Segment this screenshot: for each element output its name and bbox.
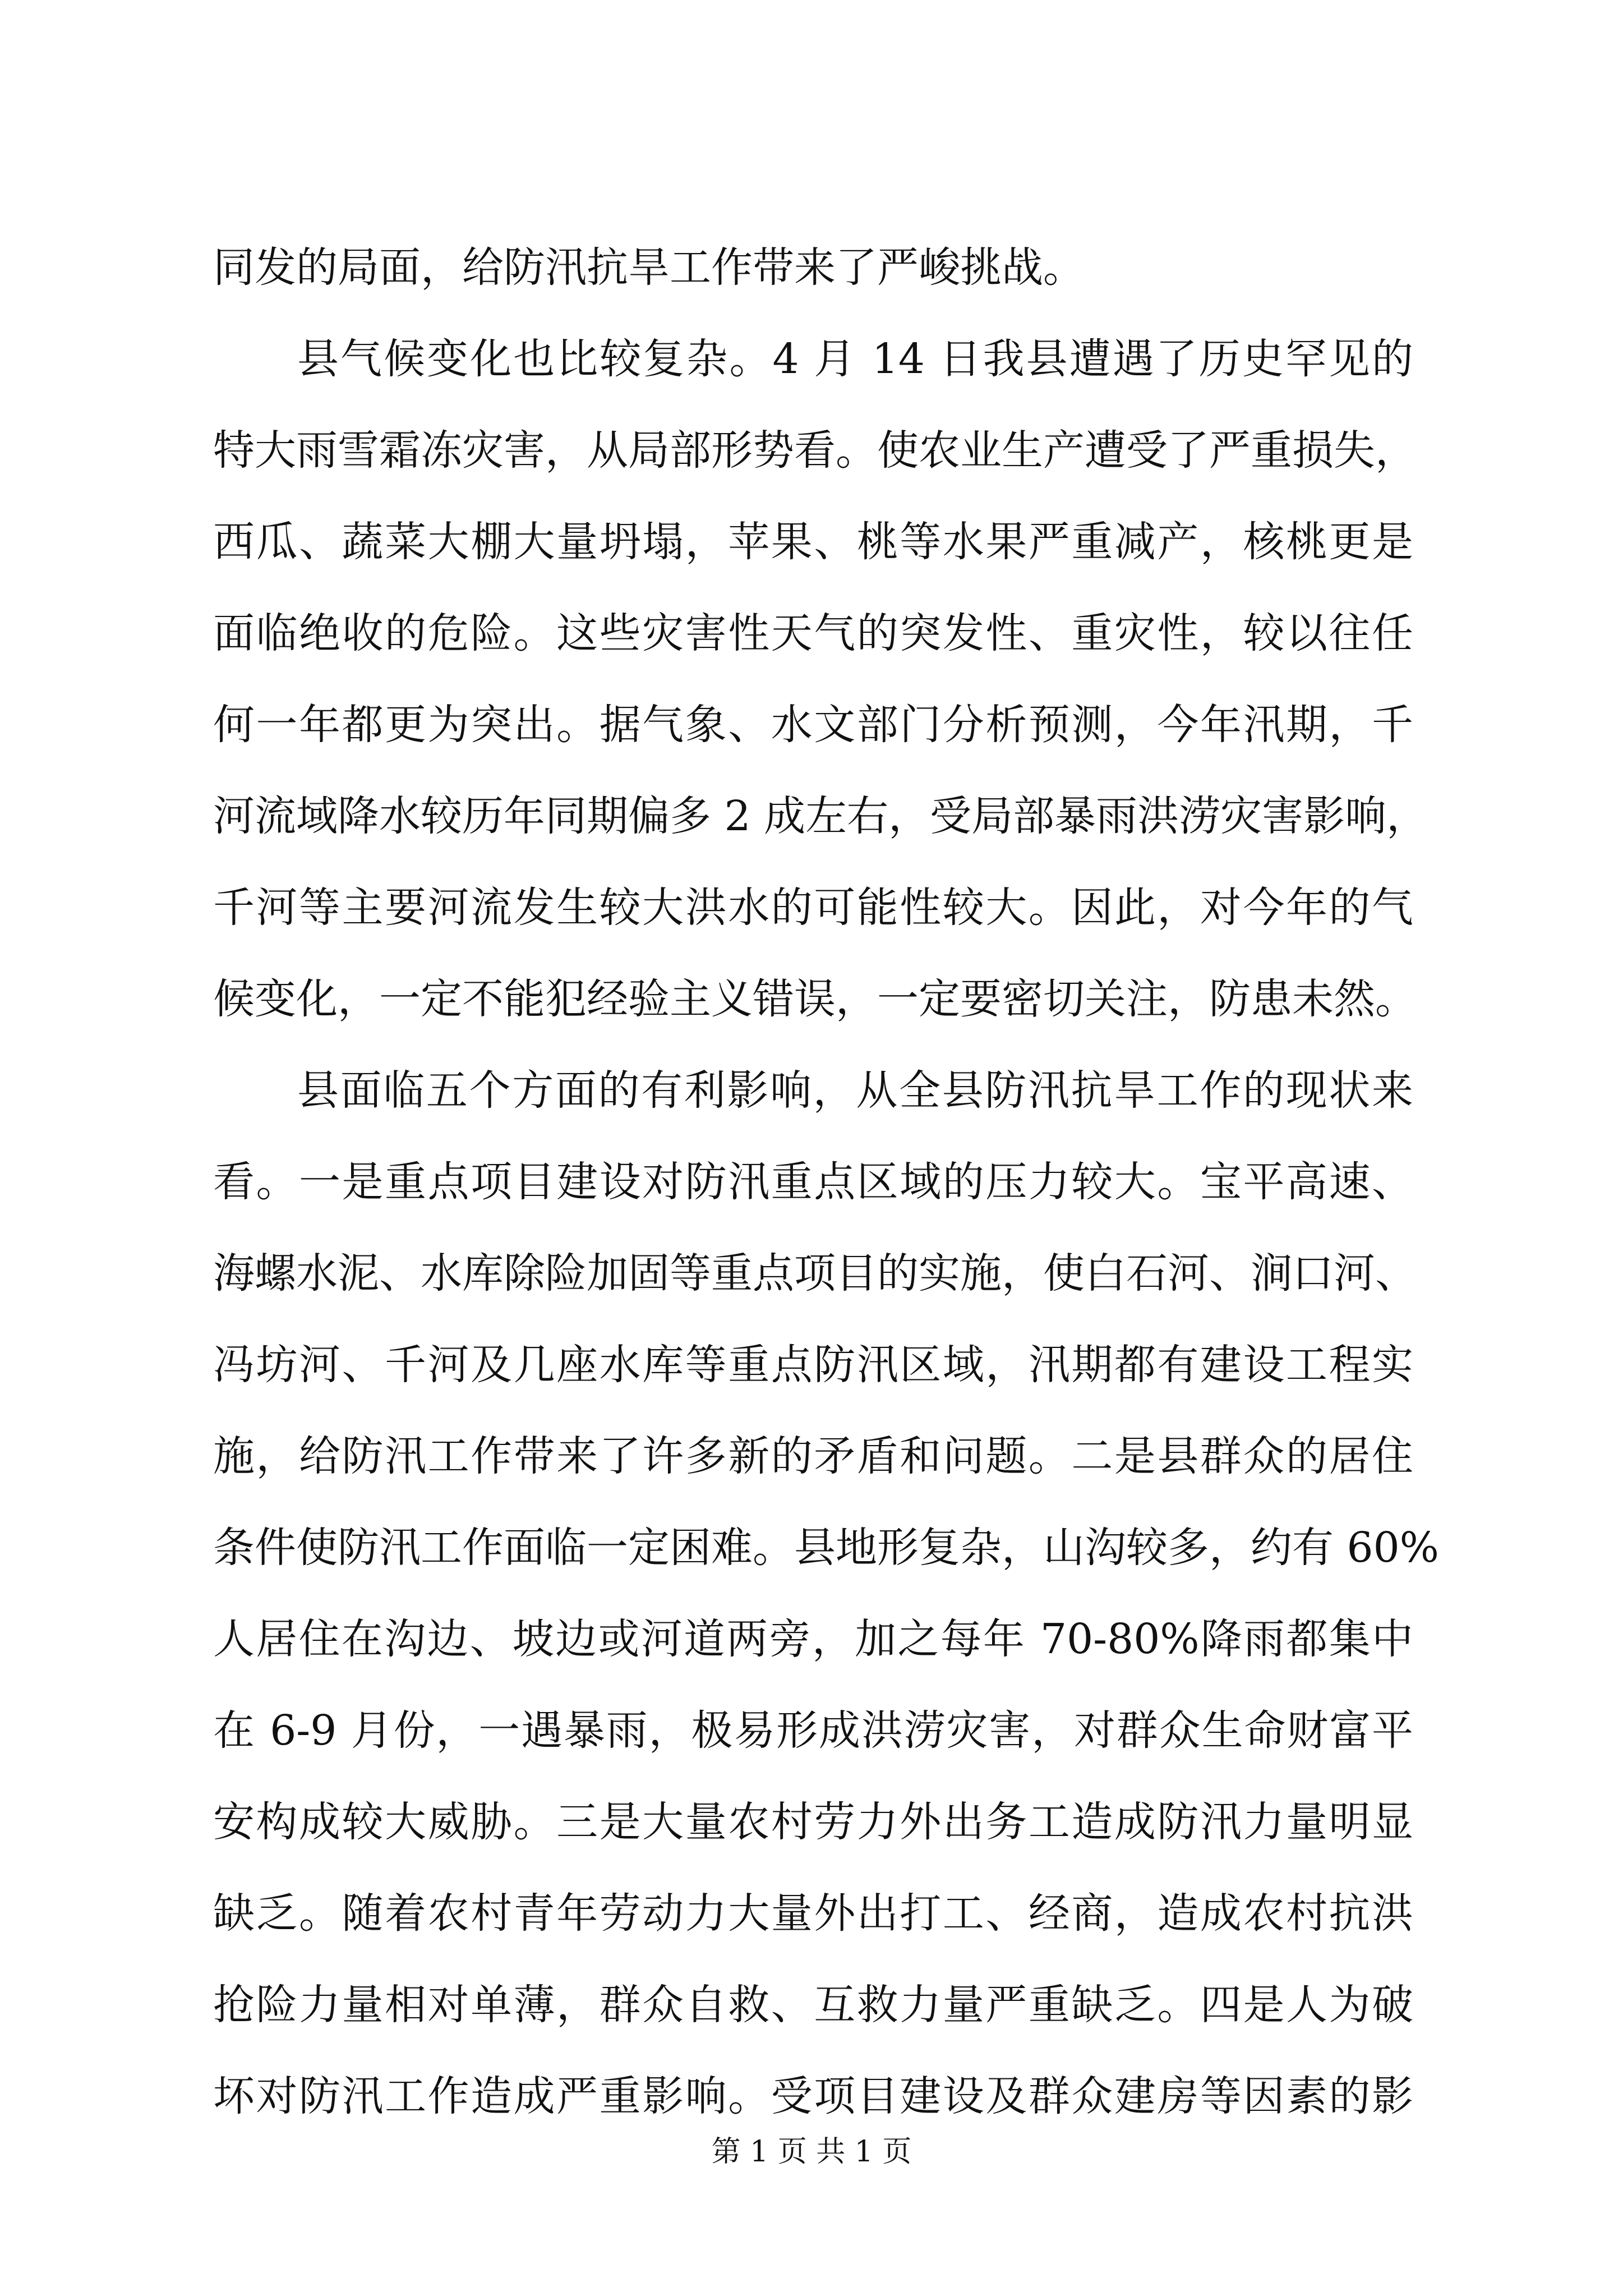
text-line: 施，给防汛工作带来了许多新的矛盾和问题。二是县群众的居住 [213,1432,1413,1480]
page-footer: 第 1 页 共 1 页 [711,2135,912,2169]
text-line: 缺乏。随着农村青年劳动力大量外出打工、经商，造成农村抗洪 [213,1889,1413,1938]
text-line: 候变化，一定不能犯经验主义错误，一定要密切关注，防患未然。 [213,975,1417,1023]
text-line: 同发的局面，给防汛抗旱工作带来了严峻挑战。 [213,243,1085,292]
text-line: 安构成较大威胁。三是大量农村劳力外出务工造成防汛力量明显 [213,1798,1413,1846]
text-line: 在 6-9 月份，一遇暴雨，极易形成洪涝灾害，对群众生命财富平 [213,1706,1413,1755]
text-line: 县气候变化也比较复杂。4 月 14 日我县遭遇了历史罕见的 [297,335,1413,383]
text-line: 抢险力量相对单薄，群众自救、互救力量严重缺乏。四是人为破 [213,1981,1413,2029]
text-line: 县面临五个方面的有利影响，从全县防汛抗旱工作的现状来 [297,1066,1413,1115]
text-line: 条件使防汛工作面临一定困难。县地形复杂，山沟较多，约有 60% [213,1524,1439,1572]
text-line: 千河等主要河流发生较大洪水的可能性较大。因此，对今年的气 [213,884,1413,932]
text-line: 海螺水泥、水库除险加固等重点项目的实施，使白石河、涧口河、 [213,1249,1417,1297]
text-line: 看。一是重点项目建设对防汛重点区域的压力较大。宝平高速、 [213,1158,1413,1206]
text-line: 冯坊河、千河及几座水库等重点防汛区域，汛期都有建设工程实 [213,1341,1413,1389]
text-line: 特大雨雪霜冻灾害，从局部形势看。使农业生产遭受了严重损失， [213,426,1417,475]
text-line: 河流域降水较历年同期偏多 2 成左右，受局部暴雨洪涝灾害影响， [213,792,1428,840]
text-line: 面临绝收的危险。这些灾害性天气的突发性、重灾性，较以往任 [213,609,1413,657]
text-line: 人居住在沟边、坡边或河道两旁，加之每年 70-80%降雨都集中 [213,1615,1413,1663]
text-line: 坏对防汛工作造成严重影响。受项目建设及群众建房等因素的影 [213,2072,1413,2120]
text-line: 西瓜、蔬菜大棚大量坍塌，苹果、桃等水果严重减产，核桃更是 [213,518,1413,566]
text-line: 何一年都更为突出。据气象、水文部门分析预测，今年汛期，千 [213,701,1413,749]
